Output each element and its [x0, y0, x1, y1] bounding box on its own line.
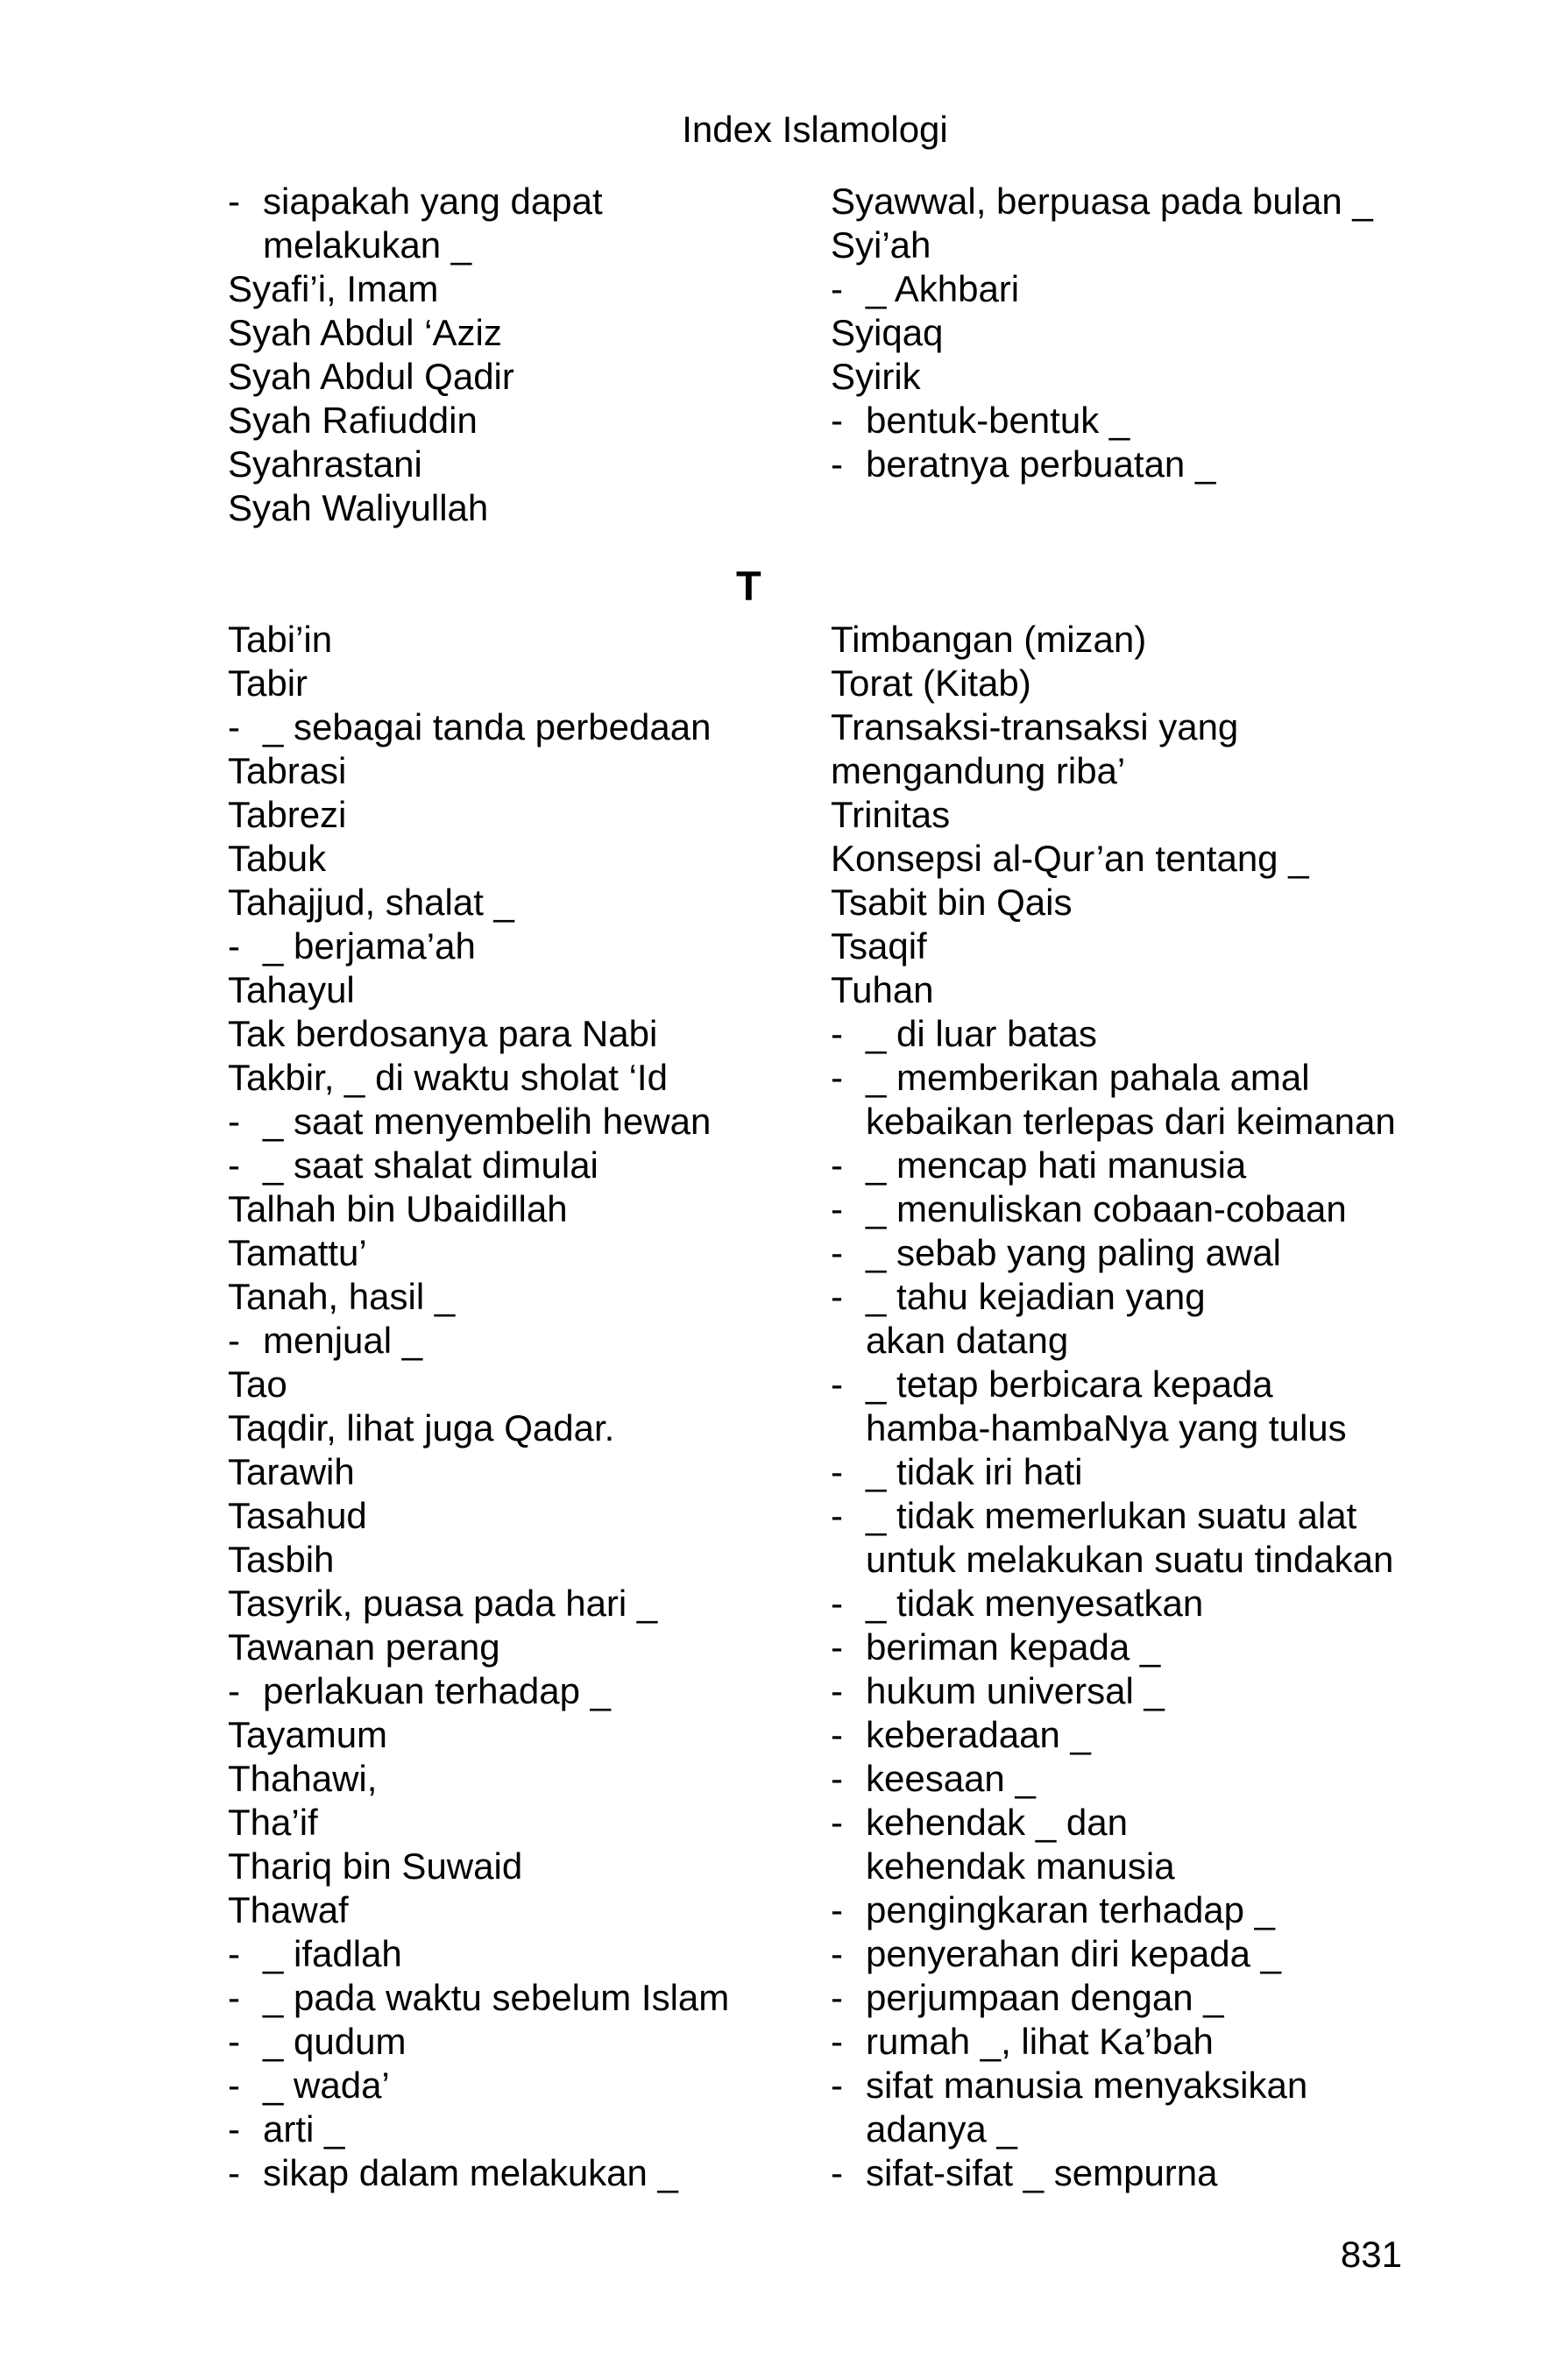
dash-marker: - — [831, 1933, 843, 1974]
entry-text: Tawanan perang — [228, 1626, 500, 1668]
entry-text: siapakah yang dapat — [263, 181, 603, 222]
index-subentry — [228, 924, 789, 968]
entry-text: Tahayul — [228, 969, 355, 1010]
entry-text: _ qudum — [263, 2021, 407, 2062]
entry-text: Tabir — [228, 662, 308, 704]
index-entry — [228, 399, 789, 443]
section-letter-heading: T — [736, 563, 761, 609]
page-number: 831 — [1340, 2234, 1402, 2275]
index-entry — [831, 180, 1427, 223]
entry-text: Thariq bin Suwaid — [228, 1845, 523, 1887]
index-entry-continuation — [228, 223, 789, 267]
entry-text: Thawaf — [228, 1889, 349, 1930]
index-entry — [831, 881, 1427, 924]
entry-text: sikap dalam melakukan _ — [263, 2152, 678, 2193]
entry-text: Tamattu’ — [228, 1232, 367, 1273]
index-entry — [831, 662, 1427, 705]
entry-text: _ di luar batas — [866, 1013, 1097, 1054]
index-entry-continuation — [831, 1406, 1427, 1450]
entry-text: Takbir, _ di waktu sholat ‘Id — [228, 1057, 668, 1098]
index-entry — [228, 1231, 789, 1275]
entry-text: Tasyrik, puasa pada hari _ — [228, 1583, 658, 1624]
index-subentry — [831, 1801, 1427, 1845]
index-entry — [228, 618, 789, 662]
entry-text: kebaikan terlepas dari keimanan — [866, 1101, 1396, 1142]
entry-text: _ menuliskan cobaan-cobaan — [866, 1188, 1347, 1229]
dash-marker: - — [831, 1583, 843, 1624]
index-entry — [228, 881, 789, 924]
entry-text: mengandung riba’ — [831, 750, 1126, 791]
entry-text: _ sebab yang paling awal — [866, 1232, 1282, 1273]
index-entry — [228, 443, 789, 486]
index-subentry — [228, 1932, 789, 1976]
index-subentry — [228, 1319, 789, 1363]
index-subentry — [831, 2064, 1427, 2107]
entry-text: Tarawih — [228, 1451, 355, 1492]
entry-text: _ memberikan pahala amal — [866, 1057, 1310, 1098]
dash-marker: - — [831, 1977, 843, 2018]
entry-text: _ sebagai tanda perbedaan — [263, 706, 712, 747]
index-entry — [831, 618, 1427, 662]
index-entry — [228, 837, 789, 881]
index-column-right-t — [831, 618, 1427, 2195]
entry-text: Tha’if — [228, 1802, 318, 1843]
entry-text: _ tahu kejadian yang — [866, 1276, 1206, 1317]
dash-marker: - — [831, 1144, 843, 1186]
dash-marker: - — [831, 1013, 843, 1054]
index-entry — [228, 1494, 789, 1538]
dash-marker: - — [831, 1714, 843, 1755]
index-subentry — [228, 2107, 789, 2151]
dash-marker: - — [831, 1057, 843, 1098]
entry-text: Tsabit bin Qais — [831, 882, 1073, 923]
index-subentry — [831, 2151, 1427, 2195]
index-entry — [228, 1538, 789, 1582]
index-subentry — [831, 1757, 1427, 1801]
entry-text: kehendak _ dan — [866, 1802, 1128, 1843]
entry-text: untuk melakukan suatu tindakan — [866, 1539, 1394, 1580]
index-subentry — [831, 1669, 1427, 1713]
dash-marker: - — [228, 2065, 240, 2106]
dash-marker: - — [831, 1364, 843, 1405]
entry-text: Syah Abdul Qadir — [228, 356, 514, 397]
entry-text: melakukan _ — [263, 224, 472, 266]
index-entry — [228, 749, 789, 793]
dash-marker: - — [831, 268, 843, 309]
index-subentry — [831, 1275, 1427, 1319]
dash-marker: - — [831, 2065, 843, 2106]
index-entry — [831, 223, 1427, 267]
entry-text: Syahrastani — [228, 443, 422, 485]
index-entry — [228, 1757, 789, 1801]
entry-text: perjumpaan dengan _ — [866, 1977, 1224, 2018]
index-entry — [228, 968, 789, 1012]
index-entry — [228, 1801, 789, 1845]
entry-text: Syiqaq — [831, 312, 944, 353]
index-subentry — [831, 1144, 1427, 1187]
index-subentry — [831, 1713, 1427, 1757]
dash-marker: - — [831, 1670, 843, 1711]
entry-text: Tabuk — [228, 838, 327, 879]
entry-text: _ pada waktu sebelum Islam — [263, 1977, 730, 2018]
entry-text: Syah Abdul ‘Aziz — [228, 312, 502, 353]
entry-text: adanya _ — [866, 2108, 1017, 2150]
index-subentry — [831, 1626, 1427, 1669]
index-entry — [831, 837, 1427, 881]
dash-marker: - — [228, 706, 240, 747]
entry-text: Tao — [228, 1364, 287, 1405]
dash-marker: - — [228, 1101, 240, 1142]
dash-marker: - — [831, 1758, 843, 1799]
index-subentry — [831, 1187, 1427, 1231]
index-subentry — [831, 1582, 1427, 1626]
entry-text: Tahajjud, shalat _ — [228, 882, 514, 923]
entry-text: _ ifadlah — [263, 1933, 402, 1974]
entry-text: _ mencap hati manusia — [866, 1144, 1247, 1186]
index-subentry — [228, 180, 789, 223]
dash-marker: - — [831, 1276, 843, 1317]
index-subentry — [228, 705, 789, 749]
index-column-left-top — [228, 180, 789, 530]
entry-text: Tabi’in — [228, 619, 333, 660]
index-entry-continuation — [831, 2107, 1427, 2151]
index-subentry — [228, 1976, 789, 2020]
entry-text: Syi’ah — [831, 224, 931, 266]
entry-text: pengingkaran terhadap _ — [866, 1889, 1276, 1930]
entry-text: _ berjama’ah — [263, 925, 476, 967]
index-entry — [228, 1363, 789, 1406]
dash-marker: - — [831, 1495, 843, 1536]
index-entry-continuation — [831, 1100, 1427, 1144]
dash-marker: - — [831, 443, 843, 485]
index-entry — [228, 1406, 789, 1450]
entry-text: Tanah, hasil _ — [228, 1276, 456, 1317]
entry-text: Taqdir, lihat juga Qadar. — [228, 1407, 615, 1449]
dash-marker: - — [228, 2021, 240, 2062]
entry-text: rumah _, lihat Ka’bah — [866, 2021, 1214, 2062]
index-entry — [831, 793, 1427, 837]
dash-marker: - — [228, 1933, 240, 1974]
index-subentry — [228, 2020, 789, 2064]
index-subentry — [831, 1888, 1427, 1932]
index-entry — [831, 705, 1427, 749]
index-entry — [228, 1582, 789, 1626]
dash-marker: - — [831, 1889, 843, 1930]
dash-marker: - — [228, 2152, 240, 2193]
entry-text: keesaan _ — [866, 1758, 1036, 1799]
entry-text: Syafi’i, Imam — [228, 268, 439, 309]
index-subentry — [831, 1494, 1427, 1538]
entry-text: Konsepsi al-Qur’an tentang _ — [831, 838, 1309, 879]
entry-text: Syawwal, berpuasa pada bulan _ — [831, 181, 1373, 222]
index-entry — [228, 486, 789, 530]
entry-text: perlakuan terhadap _ — [263, 1670, 611, 1711]
dash-marker: - — [228, 1144, 240, 1186]
dash-marker: - — [228, 1977, 240, 2018]
entry-text: hamba-hambaNya yang tulus — [866, 1407, 1347, 1449]
index-entry — [228, 793, 789, 837]
entry-text: hukum universal _ — [866, 1670, 1165, 1711]
index-entry — [228, 1626, 789, 1669]
entry-text: Timbangan (mizan) — [831, 619, 1147, 660]
dash-marker: - — [831, 400, 843, 441]
dash-marker: - — [831, 1451, 843, 1492]
index-subentry — [831, 443, 1427, 486]
entry-text: beriman kepada _ — [866, 1626, 1161, 1668]
entry-text: penyerahan diri kepada _ — [866, 1933, 1282, 1974]
dash-marker: - — [228, 925, 240, 967]
entry-text: Talhah bin Ubaidillah — [228, 1188, 568, 1229]
entry-text: kehendak manusia — [866, 1845, 1175, 1887]
dash-marker: - — [228, 2108, 240, 2150]
index-entry-continuation — [831, 1845, 1427, 1888]
entry-text: Syah Rafiuddin — [228, 400, 478, 441]
index-subentry — [228, 1100, 789, 1144]
index-entry — [831, 355, 1427, 399]
entry-text: Tasbih — [228, 1539, 335, 1580]
index-entry — [831, 749, 1427, 793]
index-column-left-t — [228, 618, 789, 2195]
entry-text: Thahawi, — [228, 1758, 378, 1799]
entry-text: sifat manusia menyaksikan — [866, 2065, 1308, 2106]
entry-text: Syah Waliyullah — [228, 487, 489, 528]
entry-text: bentuk-bentuk _ — [866, 400, 1130, 441]
dash-marker: - — [831, 1232, 843, 1273]
entry-text: Tsaqif — [831, 925, 927, 967]
entry-text: _ tidak memerlukan suatu alat — [866, 1495, 1357, 1536]
index-entry — [831, 968, 1427, 1012]
entry-text: Transaksi-transaksi yang — [831, 706, 1239, 747]
dash-marker: - — [831, 1802, 843, 1843]
entry-text: Tuhan — [831, 969, 934, 1010]
entry-text: akan datang — [866, 1320, 1069, 1361]
index-entry — [831, 924, 1427, 968]
index-subentry — [831, 1012, 1427, 1056]
dash-marker: - — [831, 1188, 843, 1229]
dash-marker: - — [228, 1670, 240, 1711]
index-subentry — [831, 2020, 1427, 2064]
entry-text: menjual _ — [263, 1320, 423, 1361]
entry-text: _ saat shalat dimulai — [263, 1144, 598, 1186]
entry-text: _ saat menyembelih hewan — [263, 1101, 712, 1142]
index-subentry — [831, 1363, 1427, 1406]
entry-text: Trinitas — [831, 794, 951, 835]
entry-text: Tak berdosanya para Nabi — [228, 1013, 658, 1054]
entry-text: Syirik — [831, 356, 921, 397]
index-entry — [228, 1012, 789, 1056]
entry-text: _ tidak menyesatkan — [866, 1583, 1204, 1624]
entry-text: Torat (Kitab) — [831, 662, 1031, 704]
entry-text: arti _ — [263, 2108, 345, 2150]
dash-marker: - — [831, 2152, 843, 2193]
index-entry-continuation — [831, 1538, 1427, 1582]
index-subentry — [831, 1056, 1427, 1100]
index-column-right-top — [831, 180, 1427, 486]
entry-text: Tasahud — [228, 1495, 367, 1536]
page-title: Index Islamologi — [682, 109, 948, 150]
entry-text: Tabrasi — [228, 750, 347, 791]
index-subentry — [831, 1932, 1427, 1976]
entry-text: Tayamum — [228, 1714, 388, 1755]
index-entry — [228, 1713, 789, 1757]
index-subentry — [228, 2151, 789, 2195]
index-entry-continuation — [831, 1319, 1427, 1363]
entry-text: Tabrezi — [228, 794, 347, 835]
index-subentry — [228, 1144, 789, 1187]
index-entry — [228, 267, 789, 311]
index-entry — [228, 1888, 789, 1932]
index-entry — [228, 1450, 789, 1494]
index-entry — [228, 1187, 789, 1231]
index-entry — [228, 1056, 789, 1100]
index-subentry — [831, 1976, 1427, 2020]
index-entry — [228, 355, 789, 399]
entry-text: sifat-sifat _ sempurna — [866, 2152, 1218, 2193]
dash-marker: - — [228, 181, 240, 222]
index-subentry — [831, 399, 1427, 443]
entry-text: beratnya perbuatan _ — [866, 443, 1216, 485]
entry-text: _ wada’ — [263, 2065, 390, 2106]
dash-marker: - — [228, 1320, 240, 1361]
entry-text: _ tetap berbicara kepada — [866, 1364, 1273, 1405]
entry-text: _ Akhbari — [866, 268, 1020, 309]
dash-marker: - — [831, 2021, 843, 2062]
index-entry — [228, 1275, 789, 1319]
index-entry — [228, 662, 789, 705]
index-subentry — [831, 267, 1427, 311]
index-subentry — [831, 1231, 1427, 1275]
index-entry — [228, 1845, 789, 1888]
index-subentry — [228, 1669, 789, 1713]
index-subentry — [228, 2064, 789, 2107]
dash-marker: - — [831, 1626, 843, 1668]
entry-text: _ tidak iri hati — [866, 1451, 1083, 1492]
index-subentry — [831, 1450, 1427, 1494]
entry-text: keberadaan _ — [866, 1714, 1091, 1755]
index-entry — [831, 311, 1427, 355]
index-entry — [228, 311, 789, 355]
